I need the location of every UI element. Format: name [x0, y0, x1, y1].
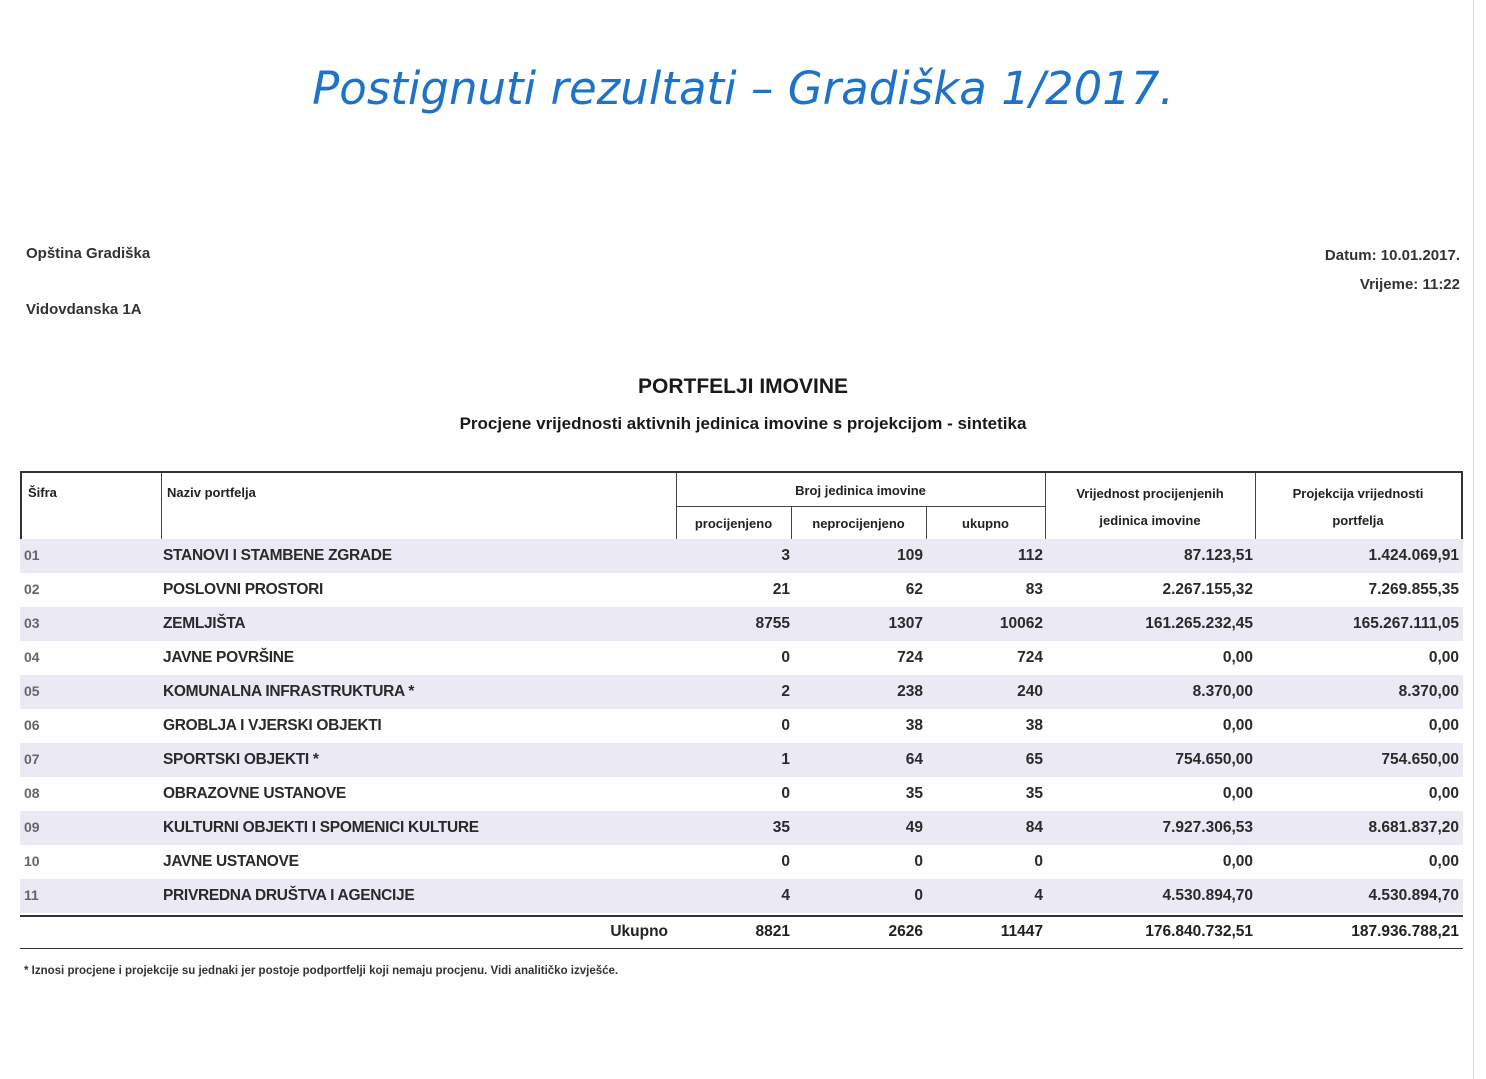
- cell-neprocijenjeno: 0: [914, 853, 923, 870]
- cell-procijenjeno: 0: [781, 649, 790, 666]
- table-row: [20, 641, 1463, 675]
- cell-name: JAVNE POVRŠINE: [163, 649, 294, 666]
- total-projekcija: 187.936.788,21: [1351, 923, 1459, 940]
- report-title: PORTFELJI IMOVINE: [637, 375, 849, 398]
- header-divider: [1045, 473, 1046, 539]
- totals-top-rule: [20, 915, 1463, 917]
- table-row: [20, 845, 1463, 879]
- cell-procijenjeno: 0: [781, 853, 790, 870]
- cell-code: 03: [24, 615, 40, 631]
- header-divider: [1255, 473, 1256, 539]
- cell-neprocijenjeno: 64: [905, 751, 923, 768]
- cell-ukupno: 65: [1025, 751, 1043, 768]
- cell-procijenjeno: 3: [781, 547, 790, 564]
- cell-name: POSLOVNI PROSTORI: [163, 581, 323, 598]
- totals-row: [20, 920, 1463, 948]
- footnote: * Iznosi procjene i projekcije su jednaki jer postoje podportfelji koji nemaju procjenu. Vidi analitičko izvješće.: [24, 965, 619, 977]
- cell-vrijednost: 0,00: [1222, 853, 1253, 870]
- cell-neprocijenjeno: 38: [905, 717, 923, 734]
- table-row: [20, 607, 1463, 641]
- cell-code: 07: [24, 751, 40, 767]
- cell-procijenjeno: 2: [781, 683, 790, 700]
- cell-procijenjeno: 1: [781, 751, 790, 768]
- organization-address: Vidovdanska 1A: [26, 301, 142, 318]
- cell-code: 08: [24, 785, 40, 801]
- cell-procijenjeno: 0: [781, 717, 790, 734]
- cell-ukupno: 38: [1025, 717, 1043, 734]
- cell-vrijednost: 161.265.232,45: [1145, 615, 1253, 632]
- header-neprocijenjeno: neprocijenjeno: [812, 516, 905, 531]
- cell-name: KOMUNALNA INFRASTRUKTURA *: [163, 683, 415, 700]
- total-neprocijenjeno: 2626: [888, 923, 923, 940]
- cell-vrijednost: 7.927.306,53: [1162, 819, 1253, 836]
- cell-name: OBRAZOVNE USTANOVE: [163, 785, 346, 802]
- cell-projekcija: 0,00: [1428, 649, 1459, 666]
- cell-neprocijenjeno: 62: [905, 581, 923, 598]
- cell-name: GROBLJA I VJERSKI OBJEKTI: [163, 717, 382, 734]
- organization-name: Opština Gradiška: [26, 245, 151, 262]
- total-ukupno: 11447: [1000, 923, 1043, 940]
- slide-title: Postignuti rezultati – Gradiška 1/2017.: [312, 62, 1174, 115]
- table-row: [20, 539, 1463, 573]
- cell-ukupno: 112: [1017, 547, 1043, 564]
- cell-code: 06: [24, 717, 40, 733]
- cell-projekcija: 0,00: [1428, 853, 1459, 870]
- cell-vrijednost: 2.267.155,32: [1162, 581, 1253, 598]
- cell-neprocijenjeno: 35: [905, 785, 923, 802]
- cell-neprocijenjeno: 238: [897, 683, 923, 700]
- cell-name: SPORTSKI OBJEKTI *: [163, 751, 319, 768]
- cell-procijenjeno: 35: [772, 819, 790, 836]
- cell-projekcija: 8.370,00: [1398, 683, 1459, 700]
- cell-neprocijenjeno: 724: [897, 649, 923, 666]
- header-ukupno: ukupno: [962, 516, 1009, 531]
- cell-code: 05: [24, 683, 40, 699]
- cell-ukupno: 4: [1034, 887, 1043, 904]
- cell-code: 04: [24, 649, 40, 665]
- cell-ukupno: 724: [1017, 649, 1043, 666]
- header-broj-jedinica: Broj jedinica imovine: [795, 483, 926, 498]
- cell-vrijednost: 0,00: [1222, 717, 1253, 734]
- table-row: [20, 811, 1463, 845]
- cell-vrijednost: 87.123,51: [1184, 547, 1253, 564]
- header-vrijednost-line2: jedinica imovine: [1099, 513, 1201, 528]
- cell-projekcija: 0,00: [1428, 785, 1459, 802]
- total-procijenjeno: 8821: [755, 923, 790, 940]
- header-procijenjeno: procijenjeno: [694, 516, 773, 531]
- cell-ukupno: 0: [1034, 853, 1043, 870]
- cell-procijenjeno: 0: [781, 785, 790, 802]
- cell-ukupno: 84: [1025, 819, 1043, 836]
- header-divider: [161, 473, 162, 539]
- table-row: [20, 777, 1463, 811]
- cell-code: 09: [24, 819, 40, 835]
- report-time: Vrijeme: 11:22: [1359, 276, 1460, 293]
- page-edge-line: [1473, 0, 1474, 1079]
- totals-bottom-rule: [20, 948, 1463, 949]
- cell-projekcija: 1.424.069,91: [1368, 547, 1459, 564]
- cell-name: STANOVI I STAMBENE ZGRADE: [163, 547, 392, 564]
- table-row: [20, 709, 1463, 743]
- cell-projekcija: 7.269.855,35: [1368, 581, 1459, 598]
- header-naziv: Naziv portfelja: [167, 485, 256, 500]
- total-vrijednost: 176.840.732,51: [1145, 923, 1253, 940]
- cell-vrijednost: 0,00: [1222, 785, 1253, 802]
- cell-procijenjeno: 4: [781, 887, 790, 904]
- cell-projekcija: 165.267.111,05: [1352, 615, 1459, 632]
- cell-code: 01: [24, 547, 40, 563]
- cell-vrijednost: 4.530.894,70: [1162, 887, 1253, 904]
- header-projekcija-line2: portfelja: [1332, 513, 1384, 528]
- totals-label: Ukupno: [610, 923, 668, 940]
- header-subdivider: [676, 506, 1045, 507]
- cell-ukupno: 35: [1025, 785, 1043, 802]
- cell-ukupno: 10062: [999, 615, 1043, 632]
- cell-ukupno: 240: [1017, 683, 1043, 700]
- header-projekcija-line1: Projekcija vrijednosti: [1292, 486, 1424, 501]
- cell-name: JAVNE USTANOVE: [163, 853, 299, 870]
- cell-neprocijenjeno: 49: [905, 819, 923, 836]
- report-date: Datum: 10.01.2017.: [1324, 247, 1460, 264]
- cell-name: PRIVREDNA DRUŠTVA I AGENCIJE: [163, 887, 415, 904]
- cell-code: 02: [24, 581, 40, 597]
- cell-projekcija: 8.681.837,20: [1368, 819, 1459, 836]
- cell-procijenjeno: 8755: [755, 615, 790, 632]
- cell-neprocijenjeno: 1307: [888, 615, 923, 632]
- cell-projekcija: 4.530.894,70: [1368, 887, 1459, 904]
- cell-projekcija: 754.650,00: [1381, 751, 1459, 768]
- header-sifra: Šifra: [28, 485, 57, 500]
- cell-ukupno: 83: [1025, 581, 1043, 598]
- cell-name: ZEMLJIŠTA: [163, 615, 246, 632]
- cell-code: 11: [24, 887, 39, 903]
- cell-vrijednost: 754.650,00: [1175, 751, 1253, 768]
- header-vrijednost-line1: Vrijednost procijenjenih: [1076, 486, 1224, 501]
- table-row: [20, 879, 1463, 913]
- cell-vrijednost: 8.370,00: [1192, 683, 1253, 700]
- cell-vrijednost: 0,00: [1222, 649, 1253, 666]
- report-subtitle: Procjene vrijednosti aktivnih jedinica imovine s projekcijom - sintetika: [459, 414, 1027, 433]
- table-row: [20, 743, 1463, 777]
- cell-neprocijenjeno: 0: [914, 887, 923, 904]
- cell-neprocijenjeno: 109: [897, 547, 923, 564]
- cell-procijenjeno: 21: [772, 581, 790, 598]
- cell-name: KULTURNI OBJEKTI I SPOMENICI KULTURE: [163, 819, 479, 836]
- cell-code: 10: [24, 853, 40, 869]
- table-header: [20, 471, 1463, 541]
- table-row: [20, 675, 1463, 709]
- cell-projekcija: 0,00: [1428, 717, 1459, 734]
- table-row: [20, 573, 1463, 607]
